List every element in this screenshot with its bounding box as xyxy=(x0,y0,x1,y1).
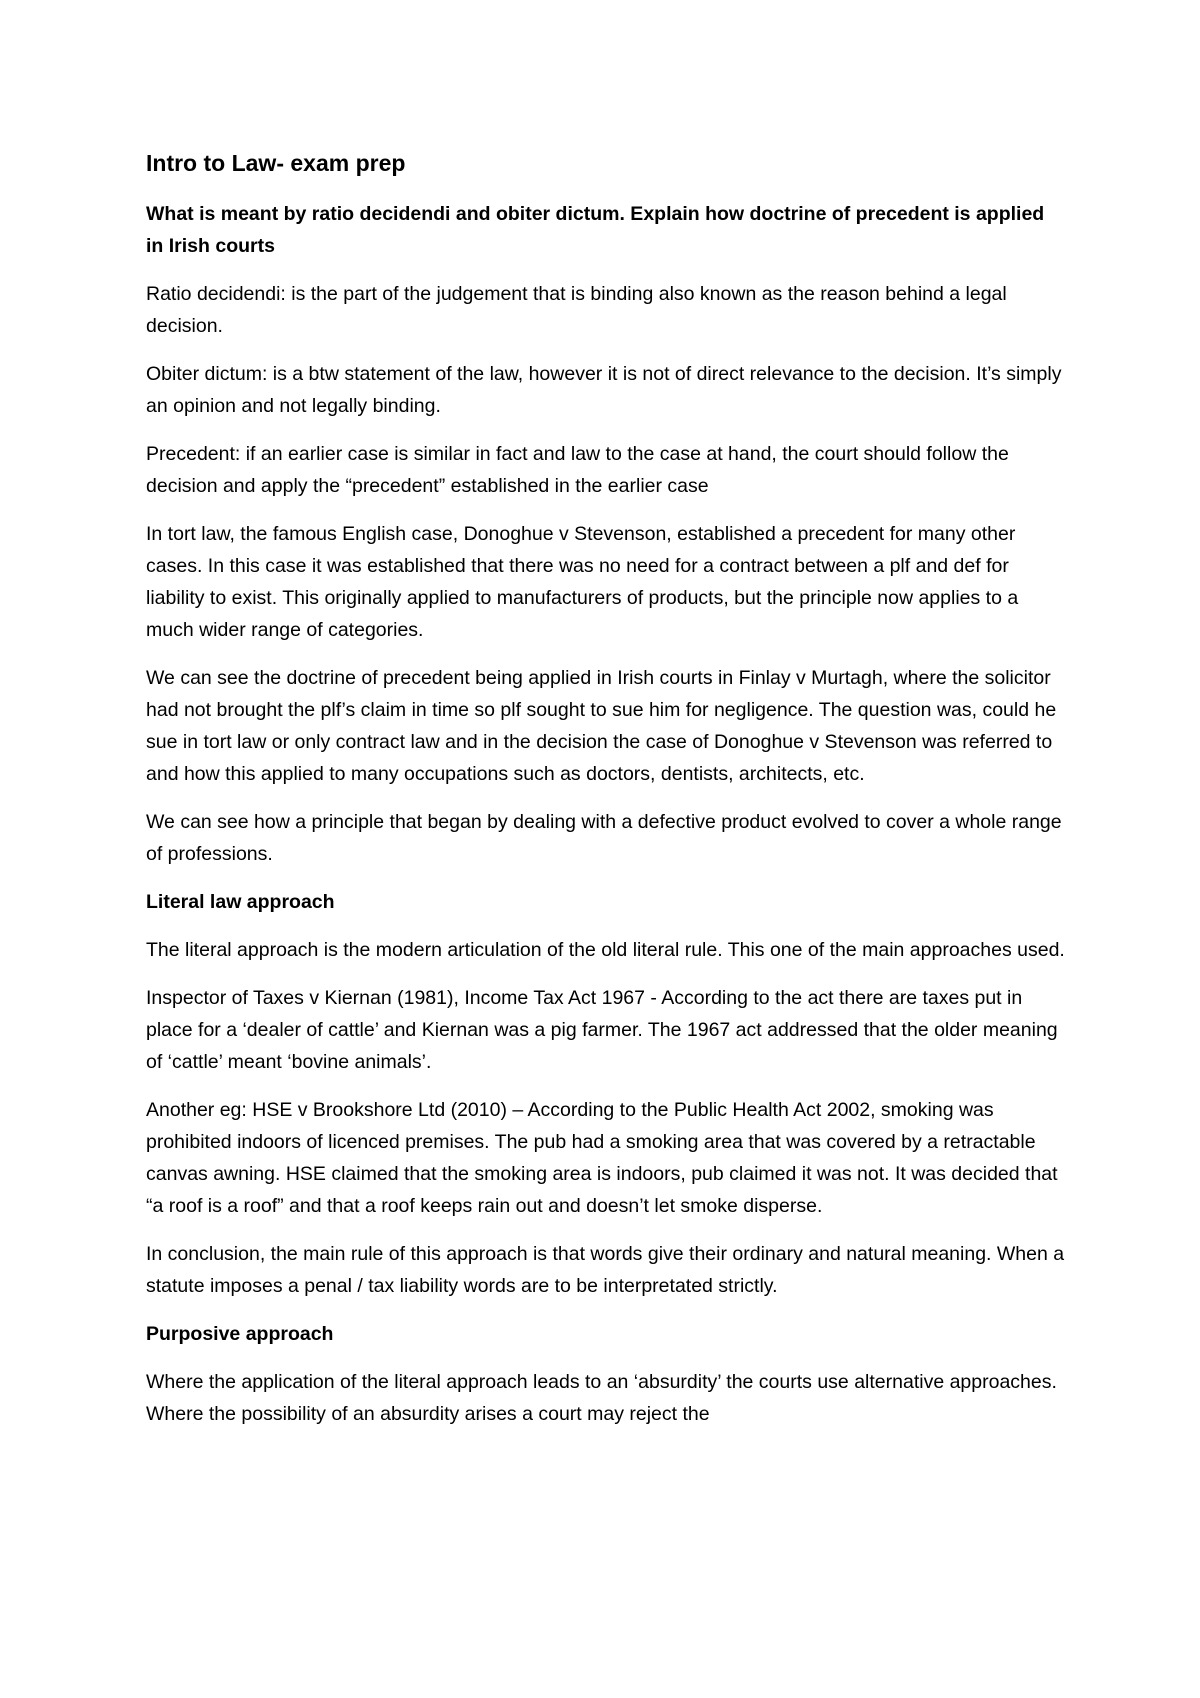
paragraph-obiter-dictum: Obiter dictum: is a btw statement of the law, however it is not of direct relevance to the decision. It’s simply an opinion and not legally binding. xyxy=(146,363,1062,417)
paragraph-ratio-decidendi: Ratio decidendi: is the part of the judgement that is binding also known as the reason behind a legal decision. xyxy=(146,283,1007,337)
section-heading-purposive-approach: Purposive approach xyxy=(146,1323,334,1345)
exam-question: What is meant by ratio decidendi and obiter dictum. Explain how doctrine of precedent is applied in Irish courts xyxy=(146,203,1045,257)
paragraph-inspector-v-kiernan: Inspector of Taxes v Kiernan (1981), Income Tax Act 1967 - According to the act there are taxes put in place for a ‘dealer of cattle’ and Kiernan was a pig farmer. The 1967 act addressed that the older meaning of ‘cattle’ meant ‘bovine animals’. xyxy=(146,987,1058,1073)
paragraph-purposive-intro: Where the application of the literal approach leads to an ‘absurdity’ the courts use alternative approaches. Where the possibility of an absurdity arises a court may reject the xyxy=(146,1371,1057,1425)
paragraph-literal-approach-intro: The literal approach is the modern articulation of the old literal rule. This one of the main approaches used. xyxy=(146,939,1065,961)
paragraph-finlay-v-murtagh: We can see the doctrine of precedent being applied in Irish courts in Finlay v Murtagh, where the solicitor had not brought the plf’s claim in time so plf sought to sue him for negligence. The question was, could he sue in tort law or only contract law and in the decision the case of Donoghue v Stevenson was referred to and how this applied to many occupations such as doctors, dentists, architects, etc. xyxy=(146,667,1057,785)
paragraph-hse-v-brookshore: Another eg: HSE v Brookshore Ltd (2010) – According to the Public Health Act 2002, smoking was prohibited indoors of licenced premises. The pub had a smoking area that was covered by a retractable canvas awning. HSE claimed that the smoking area is indoors, pub claimed it was not. It was decided that “a roof is a roof” and that a roof keeps rain out and doesn’t let smoke disperse. xyxy=(146,1099,1058,1217)
document-page xyxy=(146,148,1066,1446)
paragraph-literal-conclusion: In conclusion, the main rule of this approach is that words give their ordinary and natural meaning. When a statute imposes a penal / tax liability words are to be interpretated strictly. xyxy=(146,1243,1065,1297)
paragraph-tort-law: In tort law, the famous English case, Donoghue v Stevenson, established a precedent for many other cases. In this case it was established that there was no need for a contract between a plf and def for liability to exist. This originally applied to manufacturers of products, but the principle now applies to a much wider range of categories. xyxy=(146,523,1019,641)
paragraph-precedent: Precedent: if an earlier case is similar in fact and law to the case at hand, the court should follow the decision and apply the “precedent” established in the earlier case xyxy=(146,443,1009,497)
paragraph-principle-evolution: We can see how a principle that began by dealing with a defective product evolved to cover a whole range of professions. xyxy=(146,811,1062,865)
section-heading-literal-approach: Literal law approach xyxy=(146,891,335,913)
document-title: Intro to Law- exam prep xyxy=(146,150,406,176)
